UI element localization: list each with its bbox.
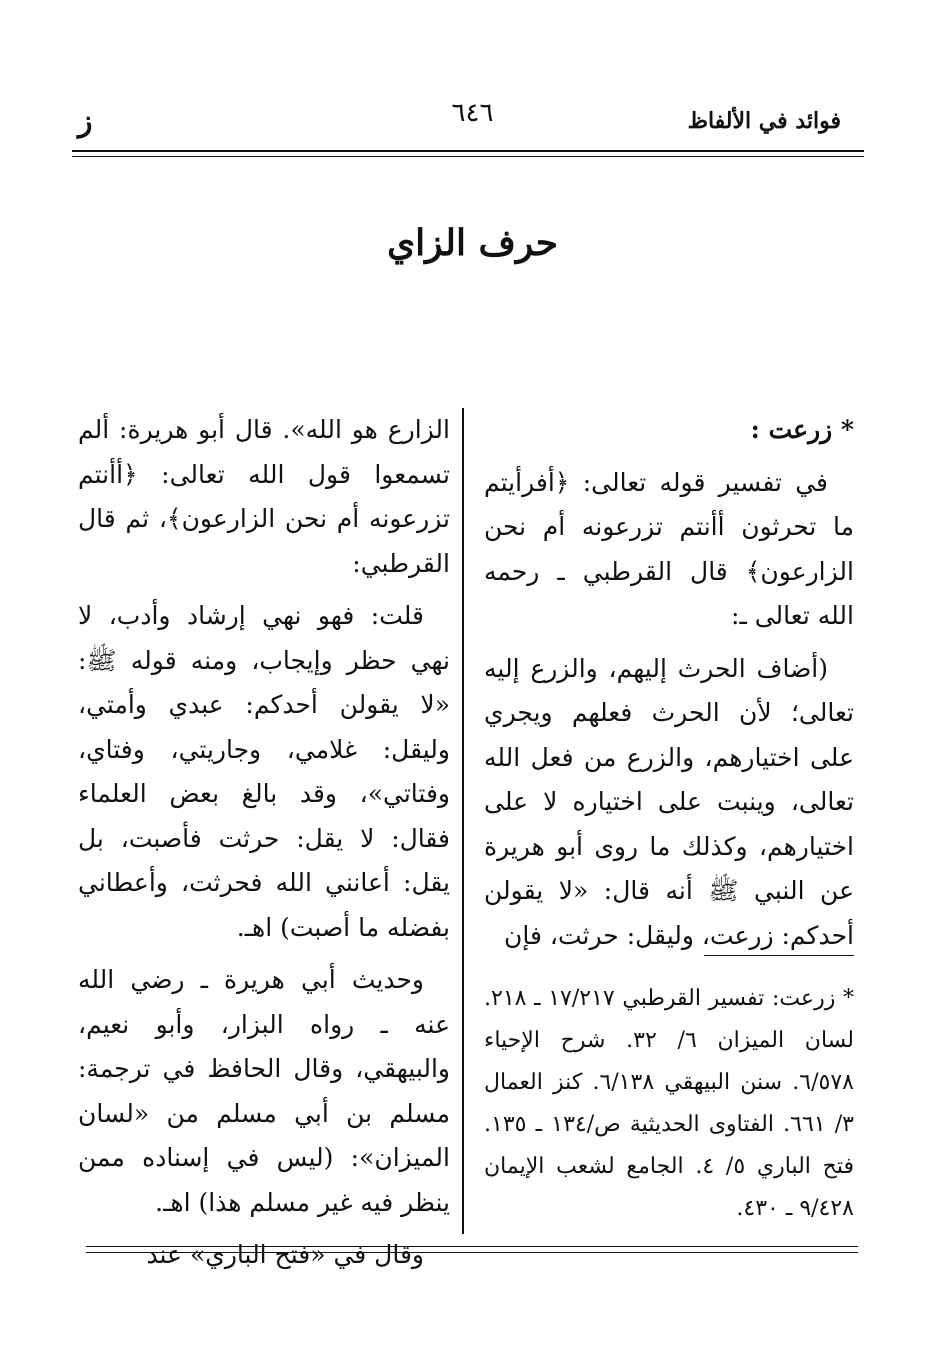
footnote-text: * زرعت: تفسير القرطبي ١٧/٢١٧ ـ ٢١٨. لسان الميزان ٦/ ٣٢. شرح الإحياء ٦/٥٧٨. سنن البيهقي ٦/١٣٨. كنز العمال ٣/ ٦٦١. الفتاوى الحديثية ص/١٣٤ ـ ١٣٥. فتح الباري ٥/ ٤. الجامع لشعب الإيمان ٩/٤٢٨ ـ ٤٣٠.: [484, 986, 854, 1221]
paragraph: في تفسير قوله تعالى: ﴿أفرأيتم ما تحرثون أأنتم تزرعونه أم نحن الزارعون﴾ قال القرطبي ـ رحمه الله تعالى ـ:: [484, 467, 854, 630]
footer-rule-thin: [86, 1252, 858, 1253]
footer-rule-thin: [86, 1246, 858, 1247]
chapter-title: حرف الزاي: [387, 222, 558, 264]
page-number: ٦٤٦: [451, 98, 494, 128]
book-title: فوائد في الألفاظ: [687, 108, 841, 134]
paragraph: وقال في «فتح الباري» عند: [146, 1240, 424, 1269]
header-rule-thin: [72, 156, 864, 157]
paragraph: (أضاف الحرث إليهم، والزرع إليه تعالى؛ لأن الحرث فعلهم ويجري على اختيارهم، والزرع من فعل الله تعالى، وينبت على اختياره لا على اختيارهم، وكذلك ما روى أبو هريرة عن النبي ﷺ أنه قال: «لا يقولن أحدكم: زرعت، وليقل: حرثت، فإن: [484, 653, 854, 950]
paragraph: قلت: فهو نهي إرشاد وأدب، لا نهي حظر وإيجاب، ومنه قوله ﷺ: «لا يقولن أحدكم: عبدي وأمتي، وليقل: غلامي، وجاريتي، وفتاي، وفتاتي»، وقد بالغ بعض العلماء فقال: لا يقل: حرثت فأصبت، بل يقل: أعانني الله فحرثت، وأعطاني بفضله ما أصبت) اهـ.: [78, 601, 450, 942]
paragraph: وحديث أبي هريرة ـ رضي الله عنه ـ رواه البزار، وأبو نعيم، والبيهقي، وقال الحافظ في ترجمة: مسلم بن أبي مسلم من «لسان الميزان»: (ليس في إسناده ممن ينظر فيه غير مسلم هذا) اهـ.: [78, 965, 450, 1217]
footnote-rule: [704, 955, 854, 956]
left-column: [78, 408, 450, 1278]
header-rule-thick: [72, 150, 864, 152]
header-letter: ز: [78, 104, 93, 139]
column-divider: [462, 408, 464, 1234]
paragraph: الزارع هو الله». قال أبو هريرة: ألم تسمعوا قول الله تعالى: ﴿أأنتم تزرعونه أم نحن الزارعون﴾، ثم قال القرطبي:: [78, 415, 450, 578]
right-column: [484, 408, 854, 958]
footnote: [484, 978, 854, 1230]
entry-heading: * زرعت :: [750, 415, 854, 444]
